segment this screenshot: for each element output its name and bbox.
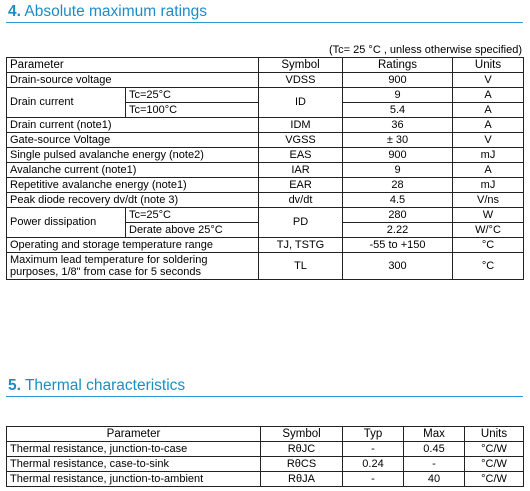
table-row	[7, 73, 524, 88]
table-row	[7, 118, 524, 133]
symbol-cell: VDSS	[259, 73, 343, 88]
table-row	[7, 442, 524, 457]
rating-cell: 900	[343, 73, 453, 88]
table-row	[7, 457, 524, 472]
section-5-title: Thermal characteristics	[24, 377, 186, 394]
symbol-cell: RθCS	[261, 457, 343, 472]
rating-cell: 9	[343, 88, 453, 103]
parameter-cell: Operating and storage temperature range	[7, 238, 259, 253]
unit-cell: W/°C	[453, 223, 524, 238]
rating-cell: 4.5	[343, 193, 453, 208]
symbol-cell: VGSS	[259, 133, 343, 148]
typ-cell: 0.24	[343, 457, 404, 472]
rating-cell: 5.4	[343, 103, 453, 118]
max-cell: -	[404, 457, 465, 472]
symbol-cell: RθJC	[261, 442, 343, 457]
header-symbol: Symbol	[259, 58, 343, 73]
unit-cell: A	[453, 88, 524, 103]
unit-cell: V	[453, 133, 524, 148]
thermal-characteristics-table	[6, 426, 524, 487]
parameter-cell: Maximum lead temperature for soldering purposes, 1/8" from case for 5 seconds	[7, 253, 259, 280]
rating-cell: 9	[343, 163, 453, 178]
table-header-row	[7, 58, 524, 73]
symbol-cell: EAR	[259, 178, 343, 193]
unit-cell: W	[453, 208, 524, 223]
symbol-cell: ID	[259, 88, 343, 118]
unit-cell: °C	[453, 253, 524, 280]
header-units: Units	[465, 427, 524, 442]
parameter-cell: Drain current	[7, 88, 126, 118]
typ-cell: -	[343, 472, 404, 487]
rating-cell: -55 to +150	[343, 238, 453, 253]
section-4-number: 4.	[8, 3, 21, 20]
unit-cell: A	[453, 103, 524, 118]
symbol-cell: dv/dt	[259, 193, 343, 208]
header-units: Units	[453, 58, 524, 73]
header-parameter: Parameter	[7, 427, 261, 442]
header-parameter: Parameter	[7, 58, 259, 73]
rating-cell: 28	[343, 178, 453, 193]
rating-cell: ± 30	[343, 133, 453, 148]
symbol-cell: RθJA	[261, 472, 343, 487]
table-row	[7, 178, 524, 193]
parameter-cell: Avalanche current (note1)	[7, 163, 259, 178]
rating-cell: 36	[343, 118, 453, 133]
table-row	[7, 133, 524, 148]
header-ratings: Ratings	[343, 58, 453, 73]
parameter-cell: Thermal resistance, junction-to-ambient	[7, 472, 261, 487]
unit-cell: V	[453, 73, 524, 88]
parameter-cell: Power dissipation	[7, 208, 126, 238]
parameter-cell: Single pulsed avalanche energy (note2)	[7, 148, 259, 163]
condition-cell: Tc=25°C	[126, 208, 259, 223]
parameter-cell: Drain-source voltage	[7, 73, 259, 88]
symbol-cell: IDM	[259, 118, 343, 133]
rating-cell: 900	[343, 148, 453, 163]
typ-cell: -	[343, 442, 404, 457]
parameter-cell: Thermal resistance, case-to-sink	[7, 457, 261, 472]
rating-cell: 2.22	[343, 223, 453, 238]
parameter-cell: Drain current (note1)	[7, 118, 259, 133]
absolute-maximum-ratings-table	[6, 57, 524, 280]
unit-cell: A	[453, 163, 524, 178]
unit-cell: °C	[453, 238, 524, 253]
parameter-cell: Peak diode recovery dv/dt (note 3)	[7, 193, 259, 208]
section-5-heading	[8, 377, 185, 395]
unit-cell: mJ	[453, 178, 524, 193]
unit-cell: °C/W	[465, 472, 524, 487]
header-symbol: Symbol	[261, 427, 343, 442]
max-cell: 0.45	[404, 442, 465, 457]
header-max: Max	[404, 427, 465, 442]
parameter-cell: Repetitive avalanche energy (note1)	[7, 178, 259, 193]
table-row	[7, 88, 524, 103]
section-4-title: Absolute maximum ratings	[24, 3, 208, 20]
unit-cell: V/ns	[453, 193, 524, 208]
section-5-number: 5.	[8, 377, 21, 394]
table-row	[7, 238, 524, 253]
condition-cell: Tc=100°C	[126, 103, 259, 118]
unit-cell: °C/W	[465, 442, 524, 457]
header-typ: Typ	[343, 427, 404, 442]
max-cell: 40	[404, 472, 465, 487]
table-row	[7, 472, 524, 487]
section-4-heading	[8, 3, 207, 21]
symbol-cell: TL	[259, 253, 343, 280]
section-4-rule	[6, 22, 523, 23]
condition-cell: Tc=25°C	[126, 88, 259, 103]
table-row	[7, 253, 524, 280]
unit-cell: °C/W	[465, 457, 524, 472]
parameter-cell: Thermal resistance, junction-to-case	[7, 442, 261, 457]
table-row	[7, 148, 524, 163]
table-row	[7, 193, 524, 208]
rating-cell: 300	[343, 253, 453, 280]
table-header-row	[7, 427, 524, 442]
table-row	[7, 208, 524, 223]
symbol-cell: TJ, TSTG	[259, 238, 343, 253]
rating-cell: 280	[343, 208, 453, 223]
symbol-cell: PD	[259, 208, 343, 238]
condition-cell: Derate above 25°C	[126, 223, 259, 238]
unit-cell: A	[453, 118, 524, 133]
ratings-condition-note: (Tc= 25 °C , unless otherwise specified)	[328, 44, 522, 56]
symbol-cell: IAR	[259, 163, 343, 178]
table-row	[7, 163, 524, 178]
symbol-cell: EAS	[259, 148, 343, 163]
unit-cell: mJ	[453, 148, 524, 163]
section-5-rule	[6, 396, 523, 397]
parameter-cell: Gate-source Voltage	[7, 133, 259, 148]
